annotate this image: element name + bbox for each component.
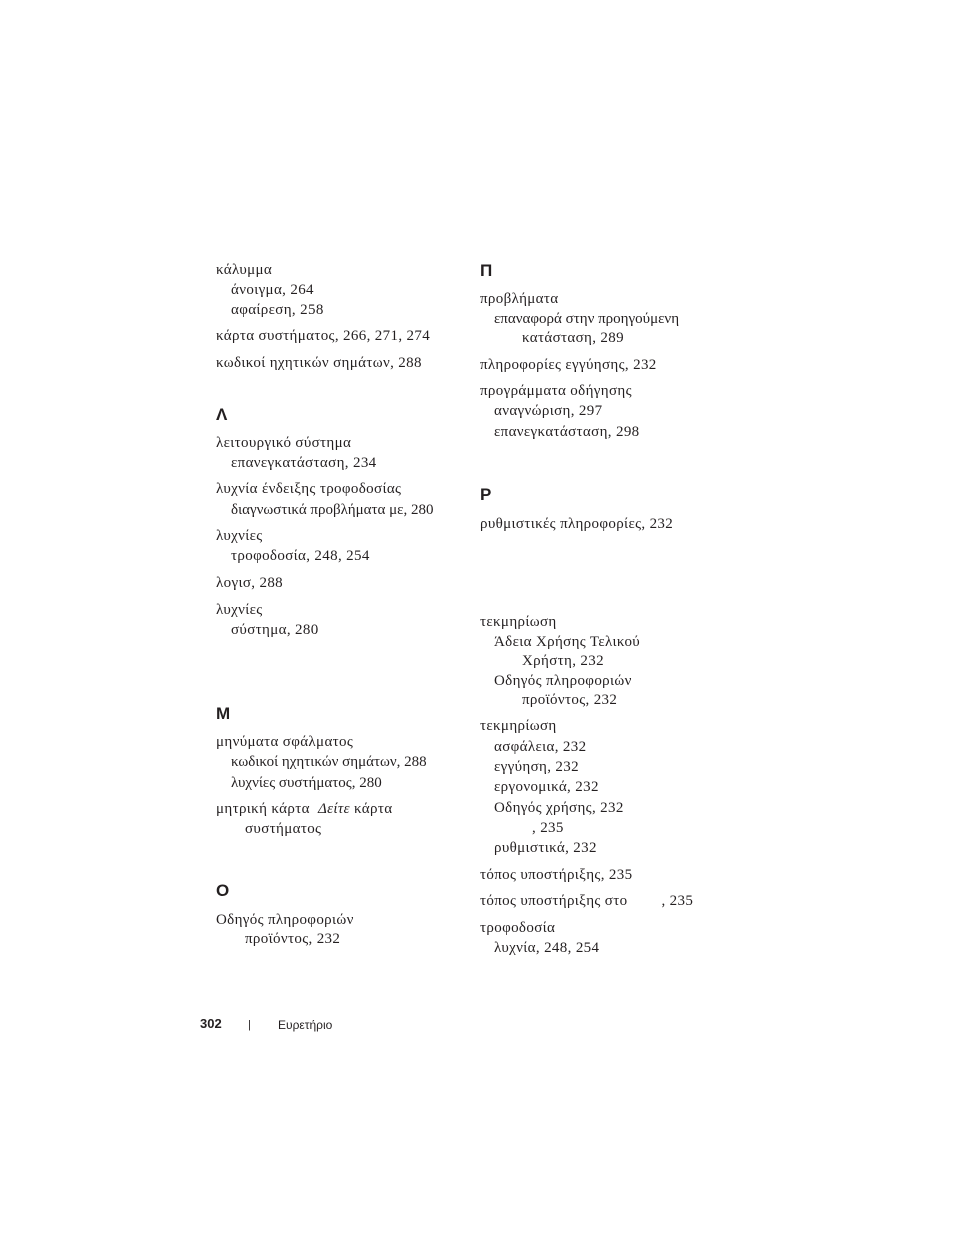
index-entry: ρυθμιστικές πληροφορίες, 232 xyxy=(480,516,674,532)
index-entry: τροφοδοσία xyxy=(480,920,556,936)
footer-section-title: Ευρετήριο xyxy=(278,1018,333,1032)
index-entry: κάλυμμα xyxy=(216,262,273,278)
entry-text: μητρική κάρτα xyxy=(216,801,310,817)
index-subentry: αναγνώριση, 297 xyxy=(494,403,603,419)
entry-text: κάρτα xyxy=(354,801,393,817)
index-entry: λειτουργικό σύστημα xyxy=(216,435,352,451)
index-subentry: εγγύηση, 232 xyxy=(494,759,579,775)
section-heading: Λ xyxy=(216,405,228,424)
index-subentry: επαναφορά στην προηγούμενη xyxy=(494,311,680,327)
index-subentry: διαγνωστικά προβλήματα με, 280 xyxy=(231,502,434,518)
index-entry-continuation: συστήματος xyxy=(245,821,322,837)
index-subentry: εργονομικά, 232 xyxy=(494,779,599,795)
index-entry xyxy=(216,800,392,818)
index-entry: λογισ, 288 xyxy=(216,575,284,591)
index-entry-continuation: Χρήστη, 232 xyxy=(522,653,604,669)
index-entry: Οδηγός πληροφοριών xyxy=(216,912,354,928)
index-subentry: λυχνία, 248, 254 xyxy=(494,940,600,956)
footer-separator: | xyxy=(248,1019,251,1031)
index-subentry: κωδικοί ηχητικών σημάτων, 288 xyxy=(231,754,427,770)
entry-text: τόπος υποστήριξης στο xyxy=(480,893,628,909)
index-subentry: , 235 xyxy=(532,820,564,836)
section-heading: Π xyxy=(480,261,493,280)
index-entry: κωδικοί ηχητικών σημάτων, 288 xyxy=(216,355,422,371)
index-entry: λυχνία ένδειξης τροφοδοσίας xyxy=(216,481,402,497)
index-entry: προβλήματα xyxy=(480,291,559,307)
index-entry: λυχνίες xyxy=(216,602,263,618)
index-entry: κάρτα συστήματος, 266, 271, 274 xyxy=(216,328,431,344)
index-subentry: Οδηγός χρήσης, 232 xyxy=(494,800,624,816)
index-entry-continuation: προϊόντος, 232 xyxy=(522,692,618,708)
index-subentry: επανεγκατάσταση, 298 xyxy=(494,424,640,440)
entry-text: , 235 xyxy=(661,893,694,909)
index-entry: προγράμματα οδήγησης xyxy=(480,383,632,399)
index-subentry: λυχνίες συστήματος, 280 xyxy=(231,775,382,791)
index-entry xyxy=(480,892,693,910)
see-reference: Δείτε xyxy=(318,801,350,817)
index-subentry: ασφάλεια, 232 xyxy=(494,739,587,755)
index-entry: τεκμηρίωση xyxy=(480,718,557,734)
index-entry: μηνύματα σφάλματος xyxy=(216,734,354,750)
index-entry: τόπος υποστήριξης, 235 xyxy=(480,867,633,883)
index-entry: πληροφορίες εγγύησης, 232 xyxy=(480,357,657,373)
index-entry: τεκμηρίωση xyxy=(480,614,557,630)
index-subentry: Οδηγός πληροφοριών xyxy=(494,673,632,689)
index-entry-continuation: προϊόντος, 232 xyxy=(245,931,341,947)
index-subentry: Άδεια Χρήσης Τελικού xyxy=(494,634,641,650)
section-heading: Ο xyxy=(216,881,230,900)
index-subentry: αφαίρεση, 258 xyxy=(231,302,324,318)
section-heading: Μ xyxy=(216,704,231,723)
index-entry: λυχνίες xyxy=(216,528,263,544)
index-subentry: ρυθμιστικά, 232 xyxy=(494,840,597,856)
section-heading: Ρ xyxy=(480,485,492,504)
index-subentry: επανεγκατάσταση, 234 xyxy=(231,455,377,471)
index-subentry: άνοιγμα, 264 xyxy=(231,282,314,298)
index-subentry: τροφοδοσία, 248, 254 xyxy=(231,548,370,564)
page-number: 302 xyxy=(200,1016,222,1031)
index-subentry: σύστημα, 280 xyxy=(231,622,319,638)
index-entry-continuation: κατάσταση, 289 xyxy=(522,330,624,346)
